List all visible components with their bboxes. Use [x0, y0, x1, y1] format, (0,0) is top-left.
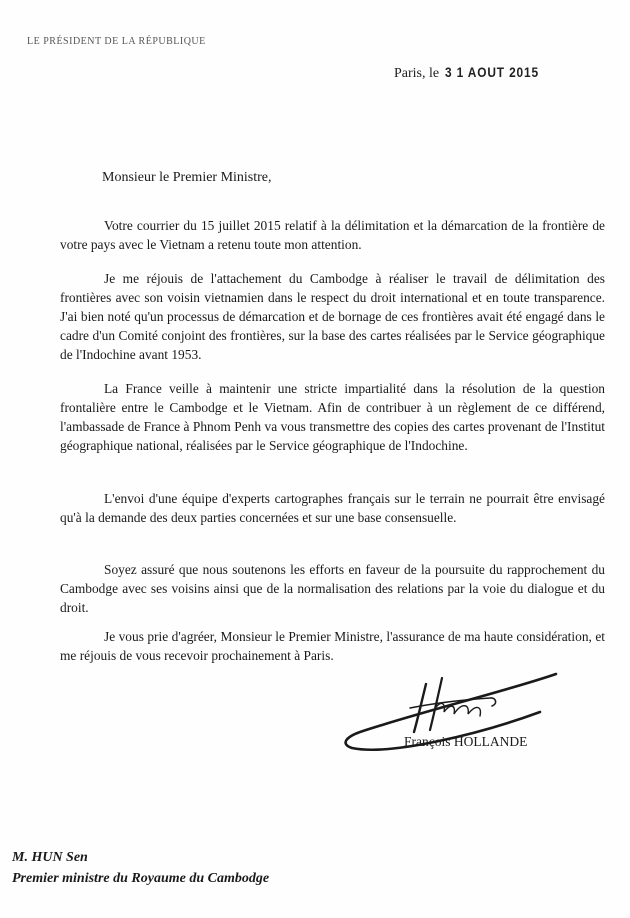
- salutation: Monsieur le Premier Ministre,: [102, 170, 272, 185]
- paragraph-4: L'envoi d'une équipe d'experts cartographes français sur le terrain ne pourrait être envisagé qu'à la demande des deux parties concernées et sur une base consensuelle.: [60, 491, 605, 525]
- paragraph-6: Je vous prie d'agréer, Monsieur le Premier Ministre, l'assurance de ma haute considération, et me réjouis de vous recevoir prochainement à Paris.: [60, 629, 605, 663]
- paragraph-1: Votre courrier du 15 juillet 2015 relatif à la délimitation et la démarcation de la frontière de votre pays avec le Vietnam a retenu toute mon attention.: [60, 218, 605, 252]
- date-stamp: 3 1 AOUT 2015: [445, 64, 540, 80]
- paragraph-5: Soyez assuré que nous soutenons les efforts en faveur de la poursuite du rapprochement du Cambodge avec ses voisins ainsi que de la normalisation des relations par la voie du dialogue et du droit.: [60, 562, 605, 615]
- dateline: [394, 64, 556, 82]
- signer-name: François HOLLANDE: [404, 734, 528, 749]
- recipient-name: M. HUN Sen: [12, 850, 88, 865]
- date-place: Paris, le: [394, 66, 440, 81]
- letterhead: LE PRÉSIDENT DE LA RÉPUBLIQUE: [27, 36, 206, 47]
- recipient-block: [12, 847, 269, 889]
- recipient-title: Premier ministre du Royaume du Cambodge: [12, 871, 270, 886]
- paragraph-3: La France veille à maintenir une stricte impartialité dans la résolution de la question frontalière entre le Cambodge et le Vietnam. Afin de contribuer à un règlement de ce différend, l'ambassade de France à Phnom Penh va vous transmettre des copies des cartes provenant de l'Institut géographique national, réalisées par le Service géographique de l'Indochine.: [60, 381, 605, 453]
- paragraph-2: Je me réjouis de l'attachement du Cambodge à réaliser le travail de délimitation des frontières avec son voisin vietnamien dans le respect du droit international et en toute transparence. J'ai bien noté qu'un processus de démarcation et de bornage de ces frontières avait été engagé dans le cadre d'un Comité conjoint des frontières, sur la base des cartes réalisées par le Service géographique de l'Indochine avant 1953.: [60, 271, 605, 362]
